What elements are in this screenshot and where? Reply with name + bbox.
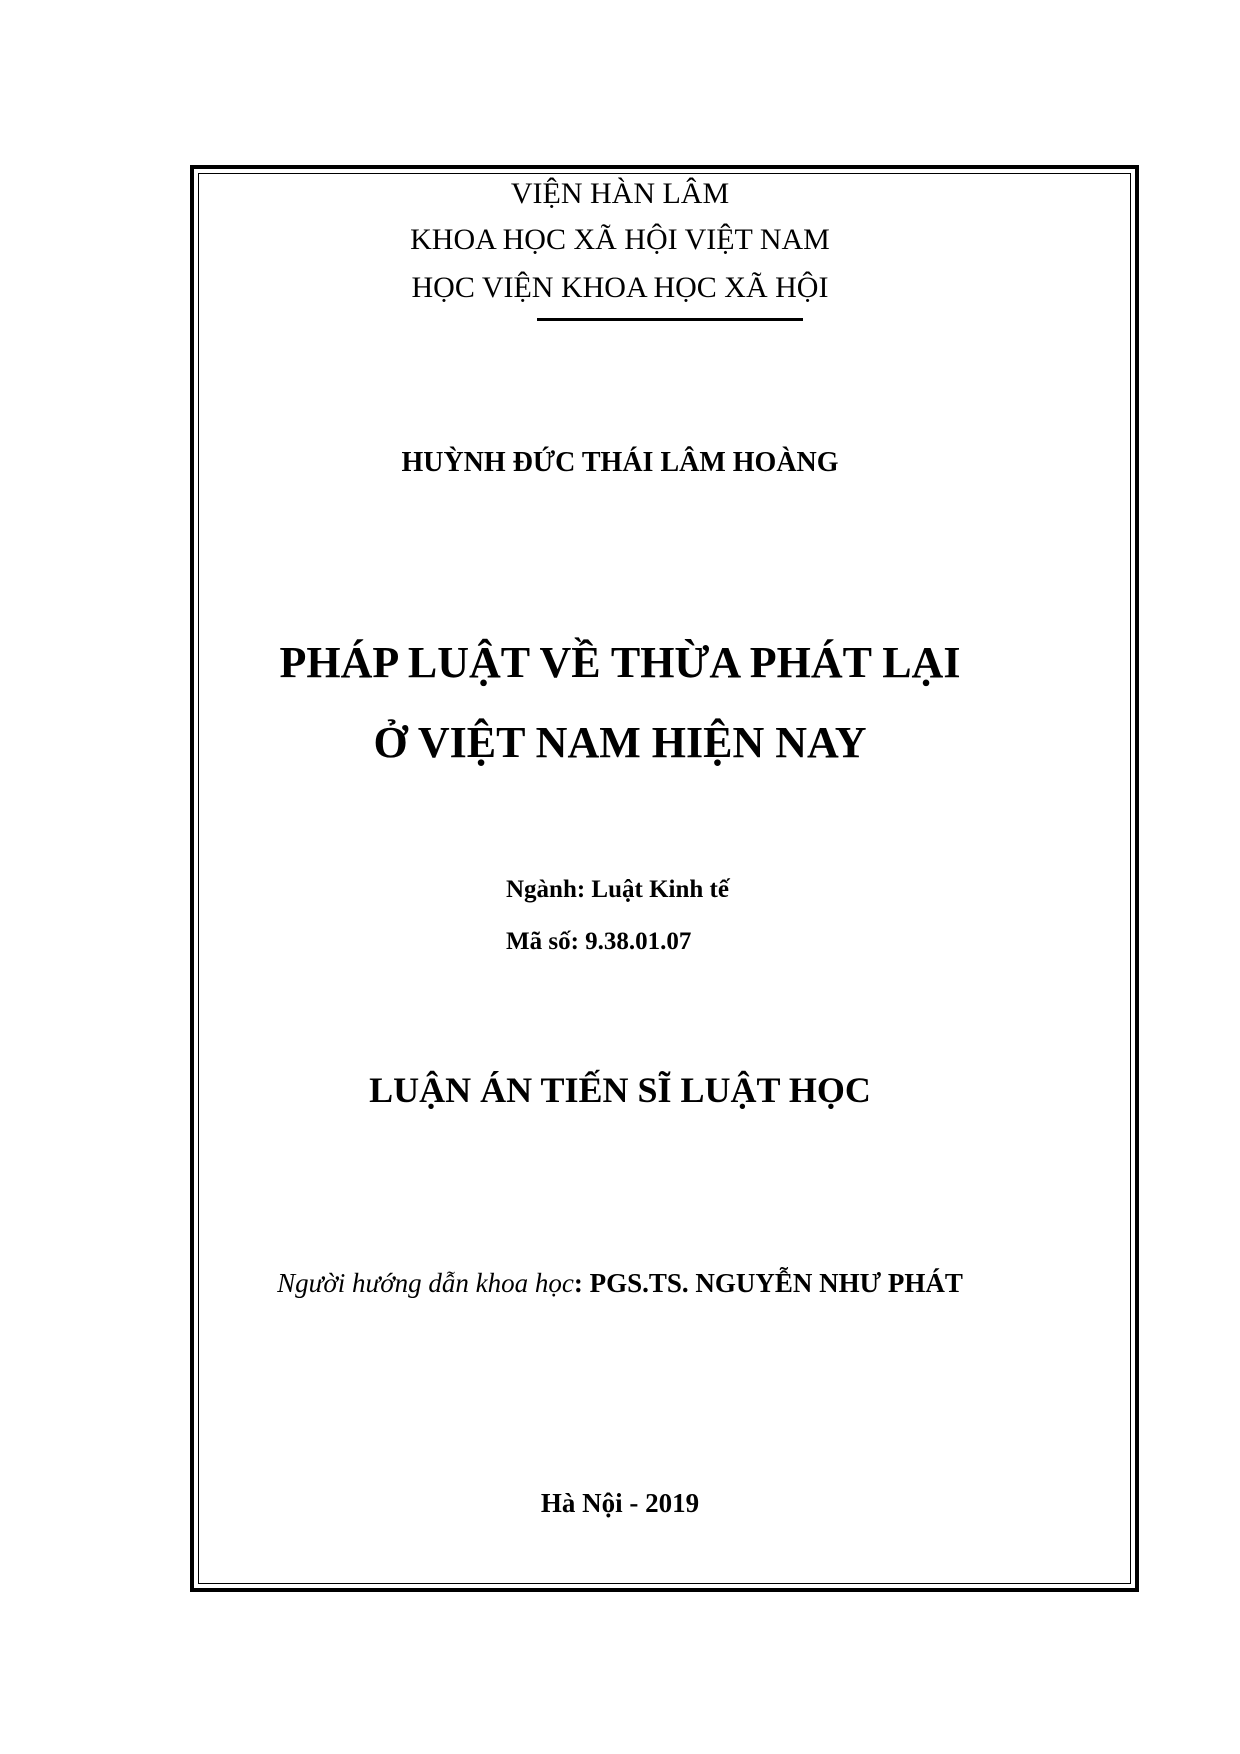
major-field: Ngành: Luật Kinh tế [506,876,729,903]
supervisor-label: Người hướng dẫn khoa học [277,1268,574,1298]
institution-line-2: KHOA HỌC XÃ HỘI VIỆT NAM [410,223,830,256]
institution-line-1: VIỆN HÀN LÂM [510,177,730,210]
institution-line-3: HỌC VIỆN KHOA HỌC XÃ HỘI [411,271,829,304]
author-name: HUỲNH ĐỨC THÁI LÂM HOÀNG [401,447,839,478]
thesis-title-line-1: PHÁP LUẬT VỀ THỪA PHÁT LẠI [279,638,961,687]
place-and-year: Hà Nội - 2019 [540,1488,700,1518]
thesis-title-line-2: Ở VIỆT NAM HIỆN NAY [373,718,867,767]
major-code: Mã số: 9.38.01.07 [506,928,692,955]
supervisor-name: PGS.TS. NGUYỄN NHƯ PHÁT [589,1268,963,1298]
supervisor-separator: : [573,1268,590,1298]
header-underline [537,318,803,321]
degree-type: LUẬN ÁN TIẾN SĨ LUẬT HỌC [369,1070,871,1110]
supervisor [0,1266,1240,1300]
